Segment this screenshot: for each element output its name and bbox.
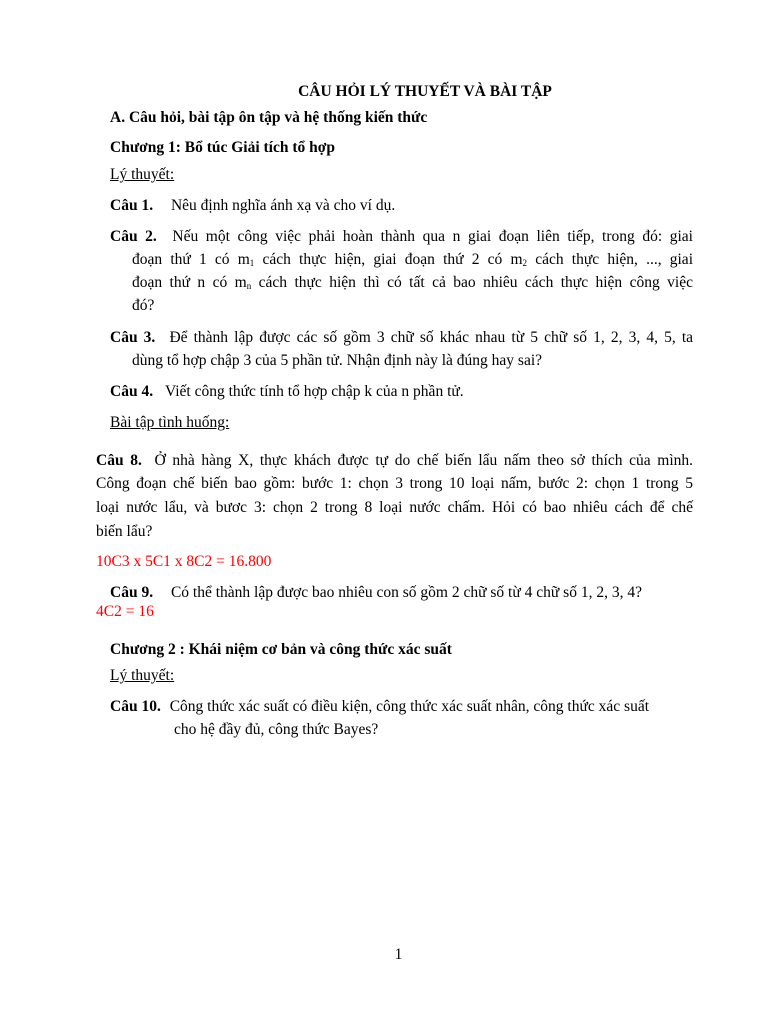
question-2-text-3a: đoạn thứ n có m [132,274,247,291]
question-1-text: Nêu định nghĩa ánh xạ và cho ví dụ. [170,197,396,214]
question-8-text-1: Ở nhà hàng X, thực khách được tự do chế biến lẩu nấm theo sở thích của mình. [154,452,693,469]
section-a-heading: A. Câu hỏi, bài tập ôn tập và hệ thống kiến thức [110,109,428,126]
question-2-text-1: Nếu một công việc phải hoàn thành qua n giai đoạn liên tiếp, trong đó: giai [172,228,693,245]
question-8-line-4: biến lẩu? [96,523,153,540]
subscript-n: n [246,281,252,291]
question-9-text: Có thể thành lập được bao nhiêu con số gồm 2 chữ số từ 4 chữ số 1, 2, 3, 4? [170,584,642,601]
theory-label: Lý thuyết: [110,166,175,183]
answer-8: 10C3 x 5C1 x 8C2 = 16.800 [96,553,272,570]
question-10-text-1: Công thức xác suất có điều kiện, công thức xác suất nhân, công thức xác suất [169,698,649,715]
chapter1-heading: Chương 1: Bổ túc Giải tích tổ hợp [110,139,335,156]
answer-9: 4C2 = 16 [96,603,154,620]
question-3-label: Câu 3. [110,329,156,346]
theory-label-2: Lý thuyết: [110,667,175,684]
question-1 [110,196,395,216]
question-9 [110,583,642,603]
question-8-line-2: Công đoạn chế biến bao gồm: bước 1: chọn 3 trong 10 loại nấm, bước 2: chọn 1 trong 5 [96,475,693,492]
question-10-line-1 [110,697,649,717]
question-8-line-1 [96,451,693,471]
subscript-1: 1 [249,258,255,268]
question-8-line-3: loại nước lẩu, và bươc 3: chọn 2 trong 8 loại nước chấm. Hỏi có bao nhiêu cách để chế [96,499,693,516]
question-3-line-1 [110,328,693,348]
question-9-label: Câu 9. [110,584,154,601]
question-10-label: Câu 10. [110,698,161,715]
chapter2-heading: Chương 2 : Khái niệm cơ bản và công thức xác suất [110,641,452,658]
page-number: 1 [394,946,403,963]
question-10-line-2: cho hệ đầy đủ, công thức Bayes? [174,721,379,738]
question-8-label: Câu 8. [96,452,142,469]
question-4 [110,382,464,402]
question-4-label: Câu 4. [110,383,154,400]
exercise-label: Bài tập tình huống: [110,414,230,431]
page-title: CÂU HỎI LÝ THUYẾT VÀ BÀI TẬP [298,83,552,100]
question-2-text-2c: cách thực hiện, ..., giai [527,251,693,268]
question-2-text-3b: cách thực hiện thì có tất cả bao nhiêu cách thực hiện công việc [251,274,693,291]
question-2-line-1 [110,227,693,247]
question-2-label: Câu 2. [110,228,157,245]
question-1-label: Câu 1. [110,197,154,214]
question-2-line-4: đó? [132,297,155,314]
question-2-text-2a: đoạn thứ 1 có m [132,251,250,268]
question-4-text: Viết công thức tính tổ hợp chập k của n phần tử. [164,383,464,400]
question-2-line-2 [132,250,693,270]
question-3-line-2: dùng tổ hợp chập 3 của 5 phần tử. Nhận định này là đúng hay sai? [132,352,543,369]
question-2-line-3 [132,273,693,293]
question-2-text-2b: cách thực hiện, giai đoạn thứ 2 có m [254,251,523,268]
subscript-2: 2 [522,258,528,268]
question-3-text-1: Để thành lập được các số gồm 3 chữ số khác nhau từ 5 chữ số 1, 2, 3, 4, 5, ta [169,329,694,346]
